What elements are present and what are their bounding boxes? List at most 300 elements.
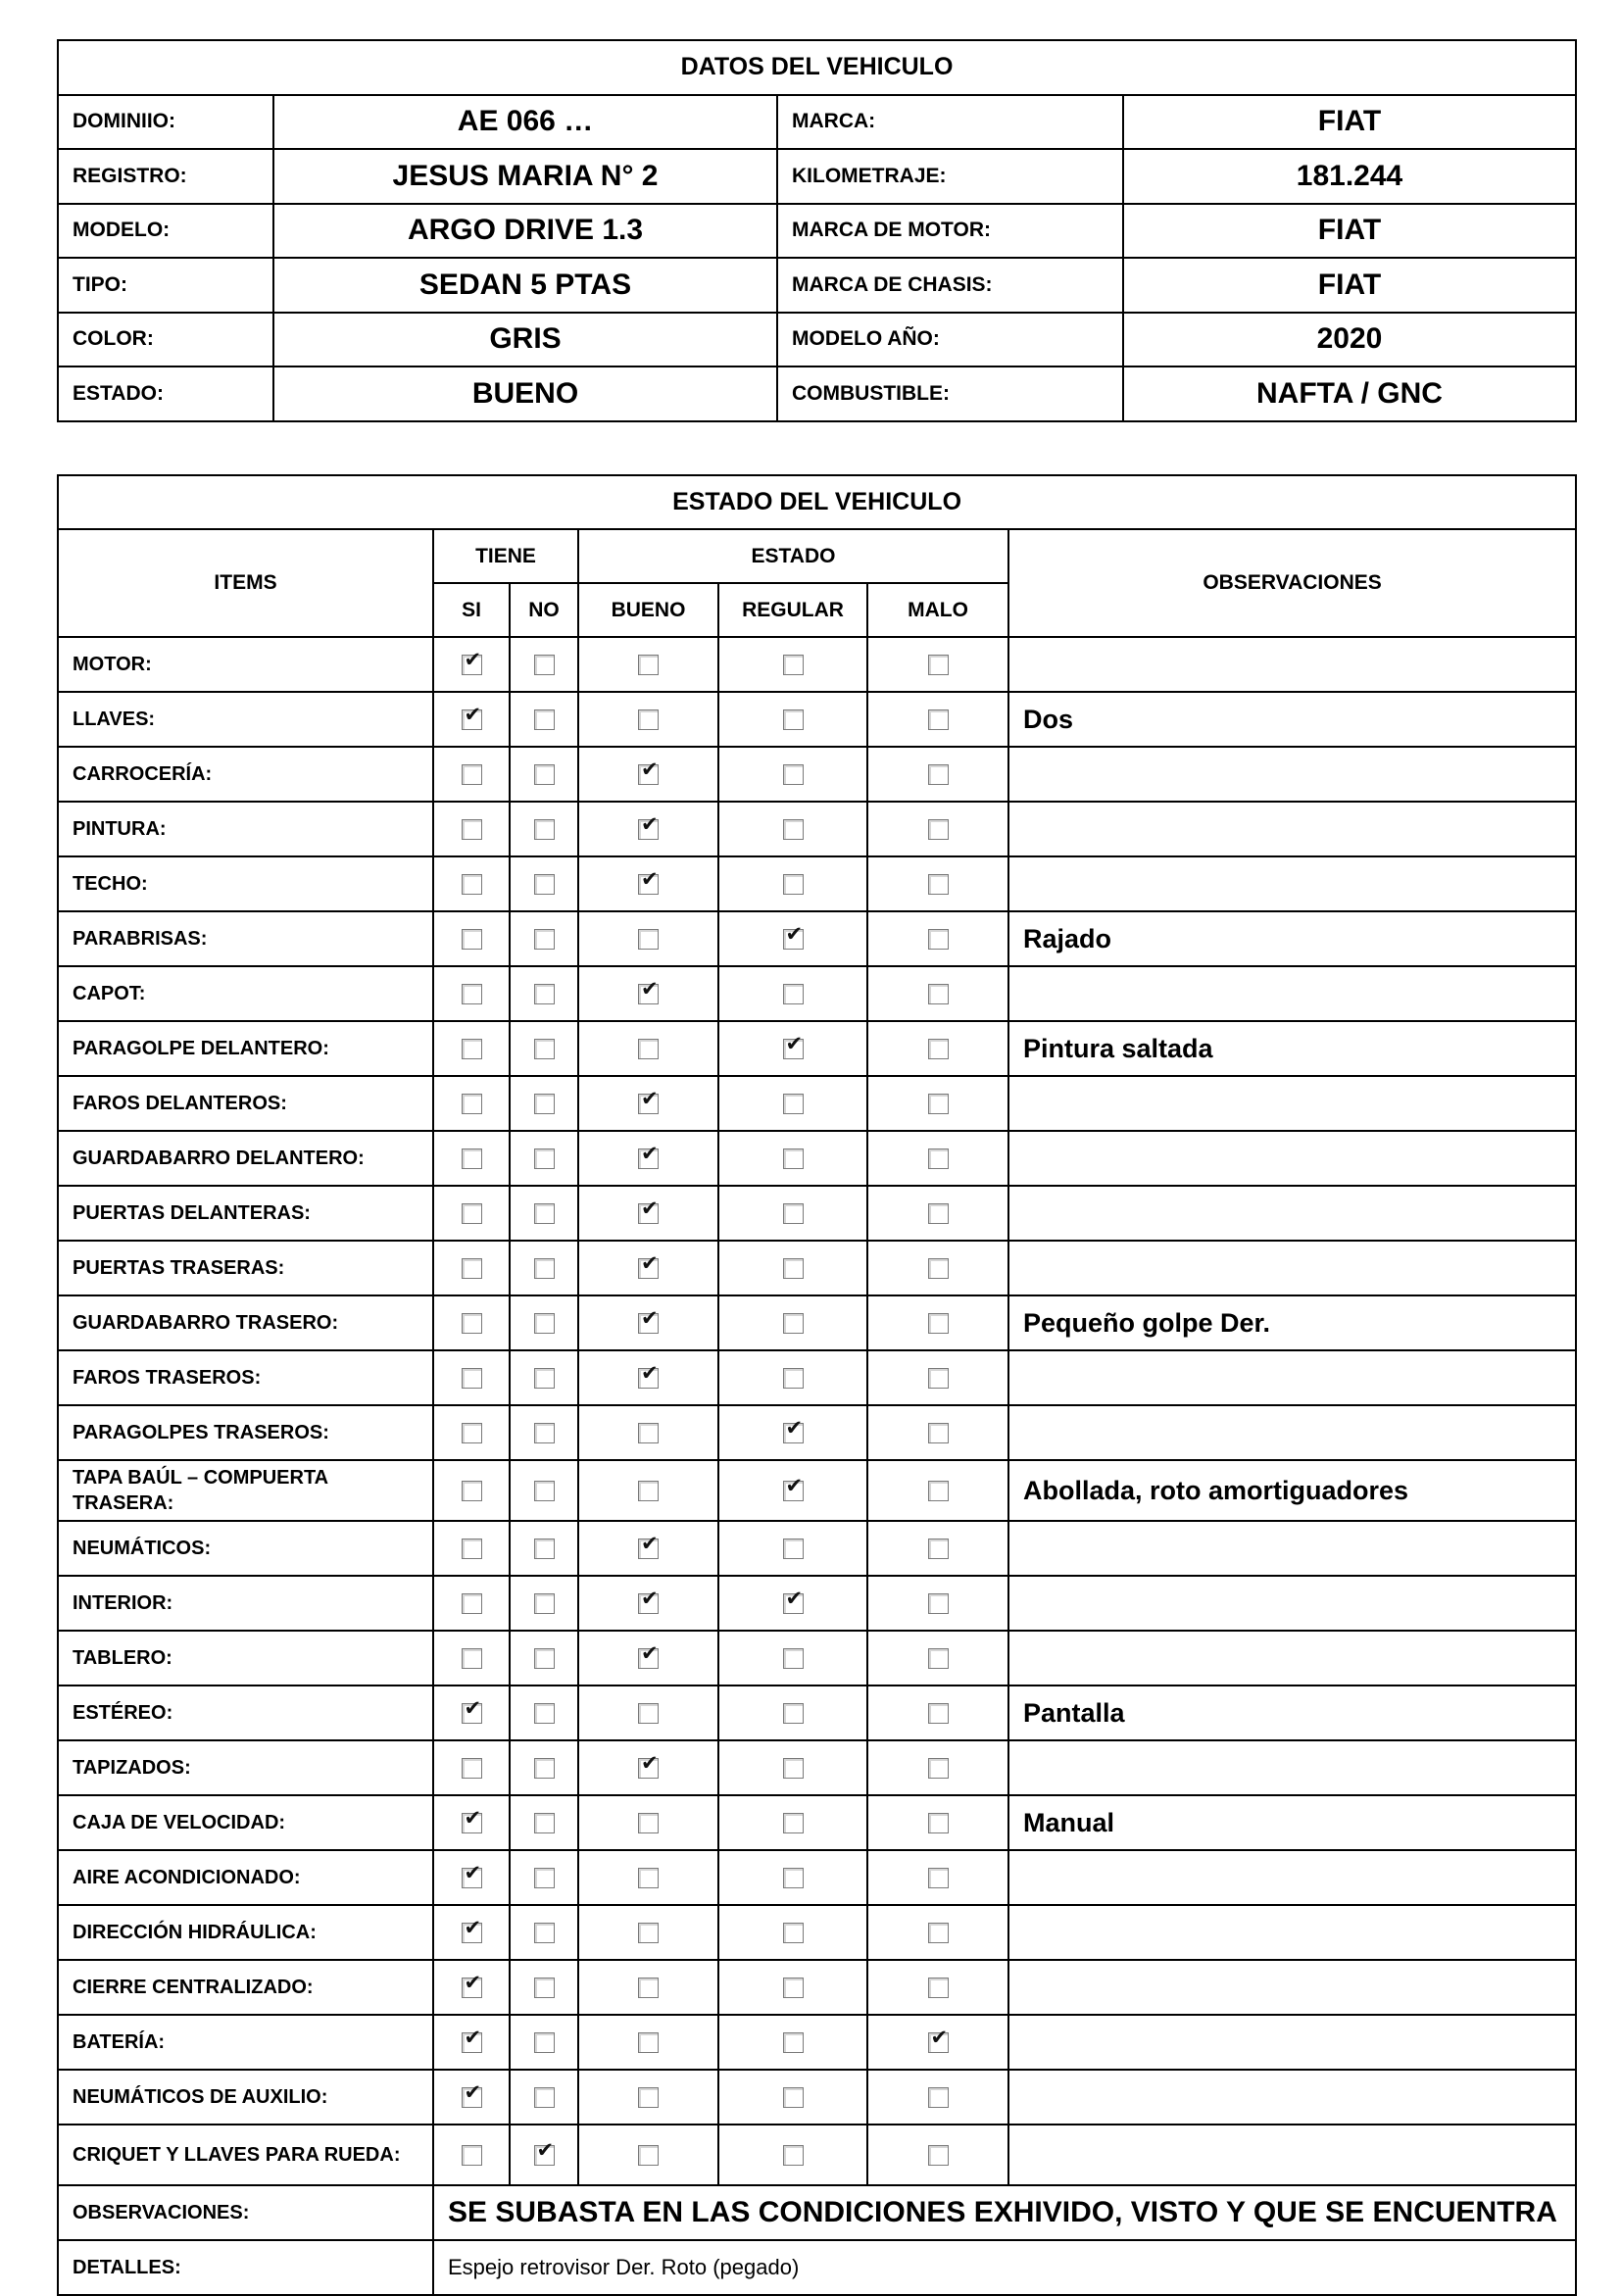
checked-checkbox-icon[interactable]: [462, 1703, 482, 1724]
unchecked-checkbox-icon[interactable]: [928, 1481, 949, 1501]
checkbox-cell-malo: [867, 1076, 1008, 1131]
item-row: [58, 1405, 1576, 1460]
checked-checkbox-icon[interactable]: [783, 1423, 804, 1443]
details-row: [58, 2240, 1576, 2295]
unchecked-checkbox-icon[interactable]: [462, 1539, 482, 1559]
checkbox-cell-no: [510, 856, 578, 911]
unchecked-checkbox-icon[interactable]: [638, 2032, 659, 2053]
unchecked-checkbox-icon[interactable]: [928, 819, 949, 840]
unchecked-checkbox-icon[interactable]: [462, 1481, 482, 1501]
checkbox-cell-no: [510, 1960, 578, 2015]
si-header: SI: [433, 583, 510, 637]
unchecked-checkbox-icon[interactable]: [462, 984, 482, 1004]
checkbox-cell-no: [510, 1350, 578, 1405]
checkbox-cell-bueno: [578, 747, 718, 802]
checked-checkbox-icon[interactable]: [638, 1368, 659, 1389]
checkbox-cell-bueno: [578, 856, 718, 911]
checkbox-cell-bueno: [578, 1131, 718, 1186]
item-label: PUERTAS TRASERAS:: [58, 1241, 433, 1295]
unchecked-checkbox-icon[interactable]: [534, 1258, 555, 1279]
item-row: [58, 1241, 1576, 1295]
checked-checkbox-icon[interactable]: [462, 655, 482, 675]
unchecked-checkbox-icon[interactable]: [462, 874, 482, 895]
vehicle-data-row: [58, 258, 1576, 313]
unchecked-checkbox-icon[interactable]: [462, 1313, 482, 1334]
item-observation: [1008, 1350, 1576, 1405]
unchecked-checkbox-icon[interactable]: [783, 819, 804, 840]
checkbox-cell-bueno: [578, 1631, 718, 1685]
checkbox-cell-si: [433, 1576, 510, 1631]
unchecked-checkbox-icon[interactable]: [638, 1481, 659, 1501]
unchecked-checkbox-icon[interactable]: [534, 1148, 555, 1169]
item-row: [58, 1740, 1576, 1795]
unchecked-checkbox-icon[interactable]: [928, 1648, 949, 1669]
field-value: AE 066 …: [273, 95, 777, 150]
item-label: ESTÉREO:: [58, 1685, 433, 1740]
unchecked-checkbox-icon[interactable]: [783, 2032, 804, 2053]
field-value: FIAT: [1123, 95, 1576, 150]
checkbox-cell-malo: [867, 1460, 1008, 1521]
unchecked-checkbox-icon[interactable]: [462, 1648, 482, 1669]
checkbox-cell-si: [433, 747, 510, 802]
unchecked-checkbox-icon[interactable]: [534, 1978, 555, 1998]
unchecked-checkbox-icon[interactable]: [638, 1039, 659, 1059]
checkbox-cell-regular: [718, 1460, 867, 1521]
checkbox-cell-bueno: [578, 966, 718, 1021]
vehicle-data-title: DATOS DEL VEHICULO: [58, 40, 1576, 95]
unchecked-checkbox-icon[interactable]: [928, 1703, 949, 1724]
checkbox-cell-malo: [867, 856, 1008, 911]
checked-checkbox-icon[interactable]: [638, 1094, 659, 1114]
unchecked-checkbox-icon[interactable]: [462, 2145, 482, 2166]
unchecked-checkbox-icon[interactable]: [534, 1094, 555, 1114]
checkbox-cell-regular: [718, 1631, 867, 1685]
checkbox-cell-si: [433, 1521, 510, 1576]
checked-checkbox-icon[interactable]: [638, 1313, 659, 1334]
checkbox-cell-regular: [718, 1076, 867, 1131]
field-label: MARCA DE MOTOR:: [777, 204, 1123, 259]
unchecked-checkbox-icon[interactable]: [534, 655, 555, 675]
field-label: TIPO:: [58, 258, 273, 313]
unchecked-checkbox-icon[interactable]: [783, 984, 804, 1004]
checkbox-cell-bueno: [578, 911, 718, 966]
item-row: [58, 747, 1576, 802]
unchecked-checkbox-icon[interactable]: [534, 1539, 555, 1559]
item-observation: [1008, 802, 1576, 856]
checkbox-cell-regular: [718, 1131, 867, 1186]
checkbox-cell-malo: [867, 1021, 1008, 1076]
unchecked-checkbox-icon[interactable]: [783, 709, 804, 730]
unchecked-checkbox-icon[interactable]: [462, 819, 482, 840]
checked-checkbox-icon[interactable]: [783, 929, 804, 950]
checkbox-cell-si: [433, 1631, 510, 1685]
item-observation: [1008, 2125, 1576, 2185]
checkbox-cell-regular: [718, 2070, 867, 2125]
checked-checkbox-icon[interactable]: [638, 874, 659, 895]
checked-checkbox-icon[interactable]: [638, 984, 659, 1004]
item-label: TECHO:: [58, 856, 433, 911]
checkbox-cell-si: [433, 1960, 510, 2015]
checked-checkbox-icon[interactable]: [462, 709, 482, 730]
unchecked-checkbox-icon[interactable]: [783, 1148, 804, 1169]
checkbox-cell-regular: [718, 1521, 867, 1576]
item-label: PINTURA:: [58, 802, 433, 856]
unchecked-checkbox-icon[interactable]: [534, 1813, 555, 1833]
unchecked-checkbox-icon[interactable]: [928, 1368, 949, 1389]
unchecked-checkbox-icon[interactable]: [783, 1703, 804, 1724]
checkbox-cell-regular: [718, 1740, 867, 1795]
item-label: NEUMÁTICOS DE AUXILIO:: [58, 2070, 433, 2125]
checked-checkbox-icon[interactable]: [462, 1923, 482, 1943]
checked-checkbox-icon[interactable]: [638, 1593, 659, 1614]
unchecked-checkbox-icon[interactable]: [783, 1258, 804, 1279]
item-row: [58, 1960, 1576, 2015]
unchecked-checkbox-icon[interactable]: [928, 1148, 949, 1169]
unchecked-checkbox-icon[interactable]: [534, 1481, 555, 1501]
checkbox-cell-bueno: [578, 2070, 718, 2125]
field-label: ESTADO:: [58, 366, 273, 421]
checkbox-cell-malo: [867, 1576, 1008, 1631]
checkbox-cell-bueno: [578, 1850, 718, 1905]
unchecked-checkbox-icon[interactable]: [534, 1703, 555, 1724]
checkbox-cell-si: [433, 1131, 510, 1186]
checkbox-cell-malo: [867, 1905, 1008, 1960]
checkbox-cell-bueno: [578, 1241, 718, 1295]
checkbox-cell-malo: [867, 1740, 1008, 1795]
checkbox-cell-bueno: [578, 1021, 718, 1076]
item-label: PARABRISAS:: [58, 911, 433, 966]
field-label: DOMINIIO:: [58, 95, 273, 150]
unchecked-checkbox-icon[interactable]: [783, 1758, 804, 1779]
checked-checkbox-icon[interactable]: [638, 1203, 659, 1224]
item-observation: Dos: [1008, 692, 1576, 747]
unchecked-checkbox-icon[interactable]: [462, 1203, 482, 1224]
item-observation: [1008, 1186, 1576, 1241]
checked-checkbox-icon[interactable]: [462, 1978, 482, 1998]
unchecked-checkbox-icon[interactable]: [783, 1868, 804, 1888]
unchecked-checkbox-icon[interactable]: [928, 1313, 949, 1334]
unchecked-checkbox-icon[interactable]: [783, 1813, 804, 1833]
unchecked-checkbox-icon[interactable]: [638, 1978, 659, 1998]
unchecked-checkbox-icon[interactable]: [534, 2087, 555, 2108]
checkbox-cell-no: [510, 2015, 578, 2070]
checkbox-cell-no: [510, 1740, 578, 1795]
checkbox-cell-regular: [718, 692, 867, 747]
item-observation: [1008, 966, 1576, 1021]
checkbox-cell-malo: [867, 1850, 1008, 1905]
vehicle-data-row: [58, 313, 1576, 367]
item-observation: Pintura saltada: [1008, 1021, 1576, 1076]
checked-checkbox-icon[interactable]: [783, 1481, 804, 1501]
field-value: 2020: [1123, 313, 1576, 367]
unchecked-checkbox-icon[interactable]: [783, 1539, 804, 1559]
unchecked-checkbox-icon[interactable]: [928, 1978, 949, 1998]
unchecked-checkbox-icon[interactable]: [638, 929, 659, 950]
tiene-header: TIENE: [433, 529, 578, 583]
estado-header: ESTADO: [578, 529, 1008, 583]
checkbox-cell-no: [510, 637, 578, 692]
unchecked-checkbox-icon[interactable]: [534, 2032, 555, 2053]
unchecked-checkbox-icon[interactable]: [928, 1039, 949, 1059]
unchecked-checkbox-icon[interactable]: [462, 1094, 482, 1114]
unchecked-checkbox-icon[interactable]: [638, 1813, 659, 1833]
unchecked-checkbox-icon[interactable]: [462, 1148, 482, 1169]
checkbox-cell-no: [510, 802, 578, 856]
vehicle-data-row: [58, 149, 1576, 204]
unchecked-checkbox-icon[interactable]: [928, 874, 949, 895]
checkbox-cell-si: [433, 966, 510, 1021]
unchecked-checkbox-icon[interactable]: [534, 1648, 555, 1669]
checkbox-cell-bueno: [578, 1795, 718, 1850]
unchecked-checkbox-icon[interactable]: [534, 1923, 555, 1943]
unchecked-checkbox-icon[interactable]: [783, 1203, 804, 1224]
unchecked-checkbox-icon[interactable]: [783, 1978, 804, 1998]
unchecked-checkbox-icon[interactable]: [783, 1368, 804, 1389]
item-row: [58, 2015, 1576, 2070]
unchecked-checkbox-icon[interactable]: [462, 764, 482, 785]
checkbox-cell-regular: [718, 1021, 867, 1076]
item-row: [58, 1460, 1576, 1521]
checkbox-cell-no: [510, 1521, 578, 1576]
unchecked-checkbox-icon[interactable]: [928, 1094, 949, 1114]
checkbox-cell-si: [433, 637, 510, 692]
item-observation: [1008, 1405, 1576, 1460]
checked-checkbox-icon[interactable]: [638, 1539, 659, 1559]
unchecked-checkbox-icon[interactable]: [534, 1203, 555, 1224]
checkbox-cell-bueno: [578, 1905, 718, 1960]
unchecked-checkbox-icon[interactable]: [534, 1039, 555, 1059]
checkbox-cell-si: [433, 1460, 510, 1521]
unchecked-checkbox-icon[interactable]: [783, 874, 804, 895]
unchecked-checkbox-icon[interactable]: [534, 1368, 555, 1389]
checked-checkbox-icon[interactable]: [928, 2032, 949, 2053]
checkbox-cell-malo: [867, 802, 1008, 856]
checkbox-cell-regular: [718, 802, 867, 856]
item-observation: [1008, 2015, 1576, 2070]
checkbox-cell-malo: [867, 1685, 1008, 1740]
checkbox-cell-bueno: [578, 1685, 718, 1740]
checked-checkbox-icon[interactable]: [462, 2032, 482, 2053]
unchecked-checkbox-icon[interactable]: [462, 1423, 482, 1443]
item-observation: [1008, 1576, 1576, 1631]
field-label: MODELO AÑO:: [777, 313, 1123, 367]
checkbox-cell-regular: [718, 2125, 867, 2185]
field-label: COLOR:: [58, 313, 273, 367]
unchecked-checkbox-icon[interactable]: [534, 1868, 555, 1888]
vehicle-data-table: [57, 39, 1577, 422]
item-label: FAROS TRASEROS:: [58, 1350, 433, 1405]
field-label: MODELO:: [58, 204, 273, 259]
checked-checkbox-icon[interactable]: [462, 2087, 482, 2108]
unchecked-checkbox-icon[interactable]: [928, 1423, 949, 1443]
item-label: PARAGOLPE DELANTERO:: [58, 1021, 433, 1076]
checked-checkbox-icon[interactable]: [638, 1148, 659, 1169]
unchecked-checkbox-icon[interactable]: [462, 1368, 482, 1389]
item-label: MOTOR:: [58, 637, 433, 692]
checked-checkbox-icon[interactable]: [638, 819, 659, 840]
unchecked-checkbox-icon[interactable]: [928, 709, 949, 730]
checkbox-cell-malo: [867, 2070, 1008, 2125]
details-label: DETALLES:: [58, 2240, 433, 2295]
checkbox-cell-regular: [718, 966, 867, 1021]
field-label: MARCA:: [777, 95, 1123, 150]
checkbox-cell-si: [433, 1795, 510, 1850]
unchecked-checkbox-icon[interactable]: [783, 2145, 804, 2166]
checkbox-cell-si: [433, 1241, 510, 1295]
unchecked-checkbox-icon[interactable]: [534, 709, 555, 730]
checked-checkbox-icon[interactable]: [462, 1868, 482, 1888]
checkbox-cell-bueno: [578, 1460, 718, 1521]
checkbox-cell-regular: [718, 1685, 867, 1740]
item-label: TAPA BAÚL – COMPUERTA TRASERA:: [58, 1460, 433, 1521]
unchecked-checkbox-icon[interactable]: [534, 874, 555, 895]
unchecked-checkbox-icon[interactable]: [928, 1868, 949, 1888]
checkbox-cell-regular: [718, 1405, 867, 1460]
item-observation: [1008, 1960, 1576, 2015]
unchecked-checkbox-icon[interactable]: [928, 984, 949, 1004]
unchecked-checkbox-icon[interactable]: [928, 929, 949, 950]
unchecked-checkbox-icon[interactable]: [462, 1039, 482, 1059]
item-observation: Manual: [1008, 1795, 1576, 1850]
item-row: [58, 1850, 1576, 1905]
checkbox-cell-malo: [867, 1295, 1008, 1350]
item-row: [58, 2125, 1576, 2185]
vehicle-data-row: [58, 95, 1576, 150]
checkbox-cell-si: [433, 856, 510, 911]
checkbox-cell-no: [510, 1905, 578, 1960]
observations-row: [58, 2185, 1576, 2240]
checkbox-cell-malo: [867, 1131, 1008, 1186]
item-observation: [1008, 1850, 1576, 1905]
unchecked-checkbox-icon[interactable]: [783, 1094, 804, 1114]
item-label: CARROCERÍA:: [58, 747, 433, 802]
checked-checkbox-icon[interactable]: [783, 1593, 804, 1614]
unchecked-checkbox-icon[interactable]: [928, 1539, 949, 1559]
checked-checkbox-icon[interactable]: [534, 2145, 555, 2166]
checkbox-cell-bueno: [578, 1521, 718, 1576]
item-observation: [1008, 2070, 1576, 2125]
item-observation: Pantalla: [1008, 1685, 1576, 1740]
unchecked-checkbox-icon[interactable]: [783, 1313, 804, 1334]
checked-checkbox-icon[interactable]: [638, 764, 659, 785]
field-value: 181.244: [1123, 149, 1576, 204]
unchecked-checkbox-icon[interactable]: [928, 1593, 949, 1614]
unchecked-checkbox-icon[interactable]: [928, 2145, 949, 2166]
unchecked-checkbox-icon[interactable]: [783, 655, 804, 675]
checked-checkbox-icon[interactable]: [783, 1039, 804, 1059]
item-label: PUERTAS DELANTERAS:: [58, 1186, 433, 1241]
checkbox-cell-regular: [718, 747, 867, 802]
unchecked-checkbox-icon[interactable]: [783, 1923, 804, 1943]
unchecked-checkbox-icon[interactable]: [638, 1868, 659, 1888]
unchecked-checkbox-icon[interactable]: [783, 1648, 804, 1669]
unchecked-checkbox-icon[interactable]: [534, 1313, 555, 1334]
checked-checkbox-icon[interactable]: [638, 1758, 659, 1779]
unchecked-checkbox-icon[interactable]: [928, 1923, 949, 1943]
unchecked-checkbox-icon[interactable]: [928, 655, 949, 675]
unchecked-checkbox-icon[interactable]: [928, 1758, 949, 1779]
unchecked-checkbox-icon[interactable]: [638, 2145, 659, 2166]
checkbox-cell-si: [433, 2125, 510, 2185]
unchecked-checkbox-icon[interactable]: [462, 1758, 482, 1779]
observations-label: OBSERVACIONES:: [58, 2185, 433, 2240]
item-row: [58, 1631, 1576, 1685]
checkbox-cell-si: [433, 1850, 510, 1905]
unchecked-checkbox-icon[interactable]: [638, 655, 659, 675]
item-row: [58, 1795, 1576, 1850]
item-row: [58, 1576, 1576, 1631]
item-row: [58, 802, 1576, 856]
checkbox-cell-no: [510, 1186, 578, 1241]
unchecked-checkbox-icon[interactable]: [638, 709, 659, 730]
unchecked-checkbox-icon[interactable]: [534, 1423, 555, 1443]
unchecked-checkbox-icon[interactable]: [462, 929, 482, 950]
checkbox-cell-regular: [718, 1795, 867, 1850]
checkbox-cell-regular: [718, 911, 867, 966]
checkbox-cell-regular: [718, 856, 867, 911]
unchecked-checkbox-icon[interactable]: [534, 1758, 555, 1779]
item-label: TABLERO:: [58, 1631, 433, 1685]
checkbox-cell-regular: [718, 1186, 867, 1241]
unchecked-checkbox-icon[interactable]: [928, 1813, 949, 1833]
item-observation: [1008, 747, 1576, 802]
unchecked-checkbox-icon[interactable]: [638, 2087, 659, 2108]
checkbox-cell-regular: [718, 1960, 867, 2015]
unchecked-checkbox-icon[interactable]: [534, 929, 555, 950]
item-row: [58, 1295, 1576, 1350]
unchecked-checkbox-icon[interactable]: [638, 1703, 659, 1724]
unchecked-checkbox-icon[interactable]: [534, 1593, 555, 1614]
unchecked-checkbox-icon[interactable]: [783, 2087, 804, 2108]
unchecked-checkbox-icon[interactable]: [928, 1203, 949, 1224]
checkbox-cell-si: [433, 692, 510, 747]
item-label: AIRE ACONDICIONADO:: [58, 1850, 433, 1905]
unchecked-checkbox-icon[interactable]: [534, 819, 555, 840]
unchecked-checkbox-icon[interactable]: [638, 1923, 659, 1943]
unchecked-checkbox-icon[interactable]: [638, 1423, 659, 1443]
vehicle-data-row: [58, 366, 1576, 421]
checked-checkbox-icon[interactable]: [638, 1648, 659, 1669]
unchecked-checkbox-icon[interactable]: [462, 1593, 482, 1614]
checkbox-cell-si: [433, 1076, 510, 1131]
checked-checkbox-icon[interactable]: [638, 1258, 659, 1279]
checkbox-cell-malo: [867, 966, 1008, 1021]
checkbox-cell-malo: [867, 747, 1008, 802]
checked-checkbox-icon[interactable]: [462, 1813, 482, 1833]
checkbox-cell-no: [510, 692, 578, 747]
item-observation: [1008, 1740, 1576, 1795]
item-row: [58, 637, 1576, 692]
item-row: [58, 1350, 1576, 1405]
checkbox-cell-si: [433, 1405, 510, 1460]
vehicle-state-table: [57, 474, 1577, 2296]
checkbox-cell-no: [510, 1021, 578, 1076]
checkbox-cell-no: [510, 1685, 578, 1740]
checkbox-cell-malo: [867, 1960, 1008, 2015]
unchecked-checkbox-icon[interactable]: [928, 1258, 949, 1279]
unchecked-checkbox-icon[interactable]: [783, 764, 804, 785]
item-row: [58, 1021, 1576, 1076]
unchecked-checkbox-icon[interactable]: [534, 764, 555, 785]
unchecked-checkbox-icon[interactable]: [928, 764, 949, 785]
unchecked-checkbox-icon[interactable]: [462, 1258, 482, 1279]
checkbox-cell-no: [510, 1295, 578, 1350]
unchecked-checkbox-icon[interactable]: [928, 2087, 949, 2108]
checkbox-cell-regular: [718, 637, 867, 692]
item-label: TAPIZADOS:: [58, 1740, 433, 1795]
checkbox-cell-si: [433, 1295, 510, 1350]
unchecked-checkbox-icon[interactable]: [534, 984, 555, 1004]
